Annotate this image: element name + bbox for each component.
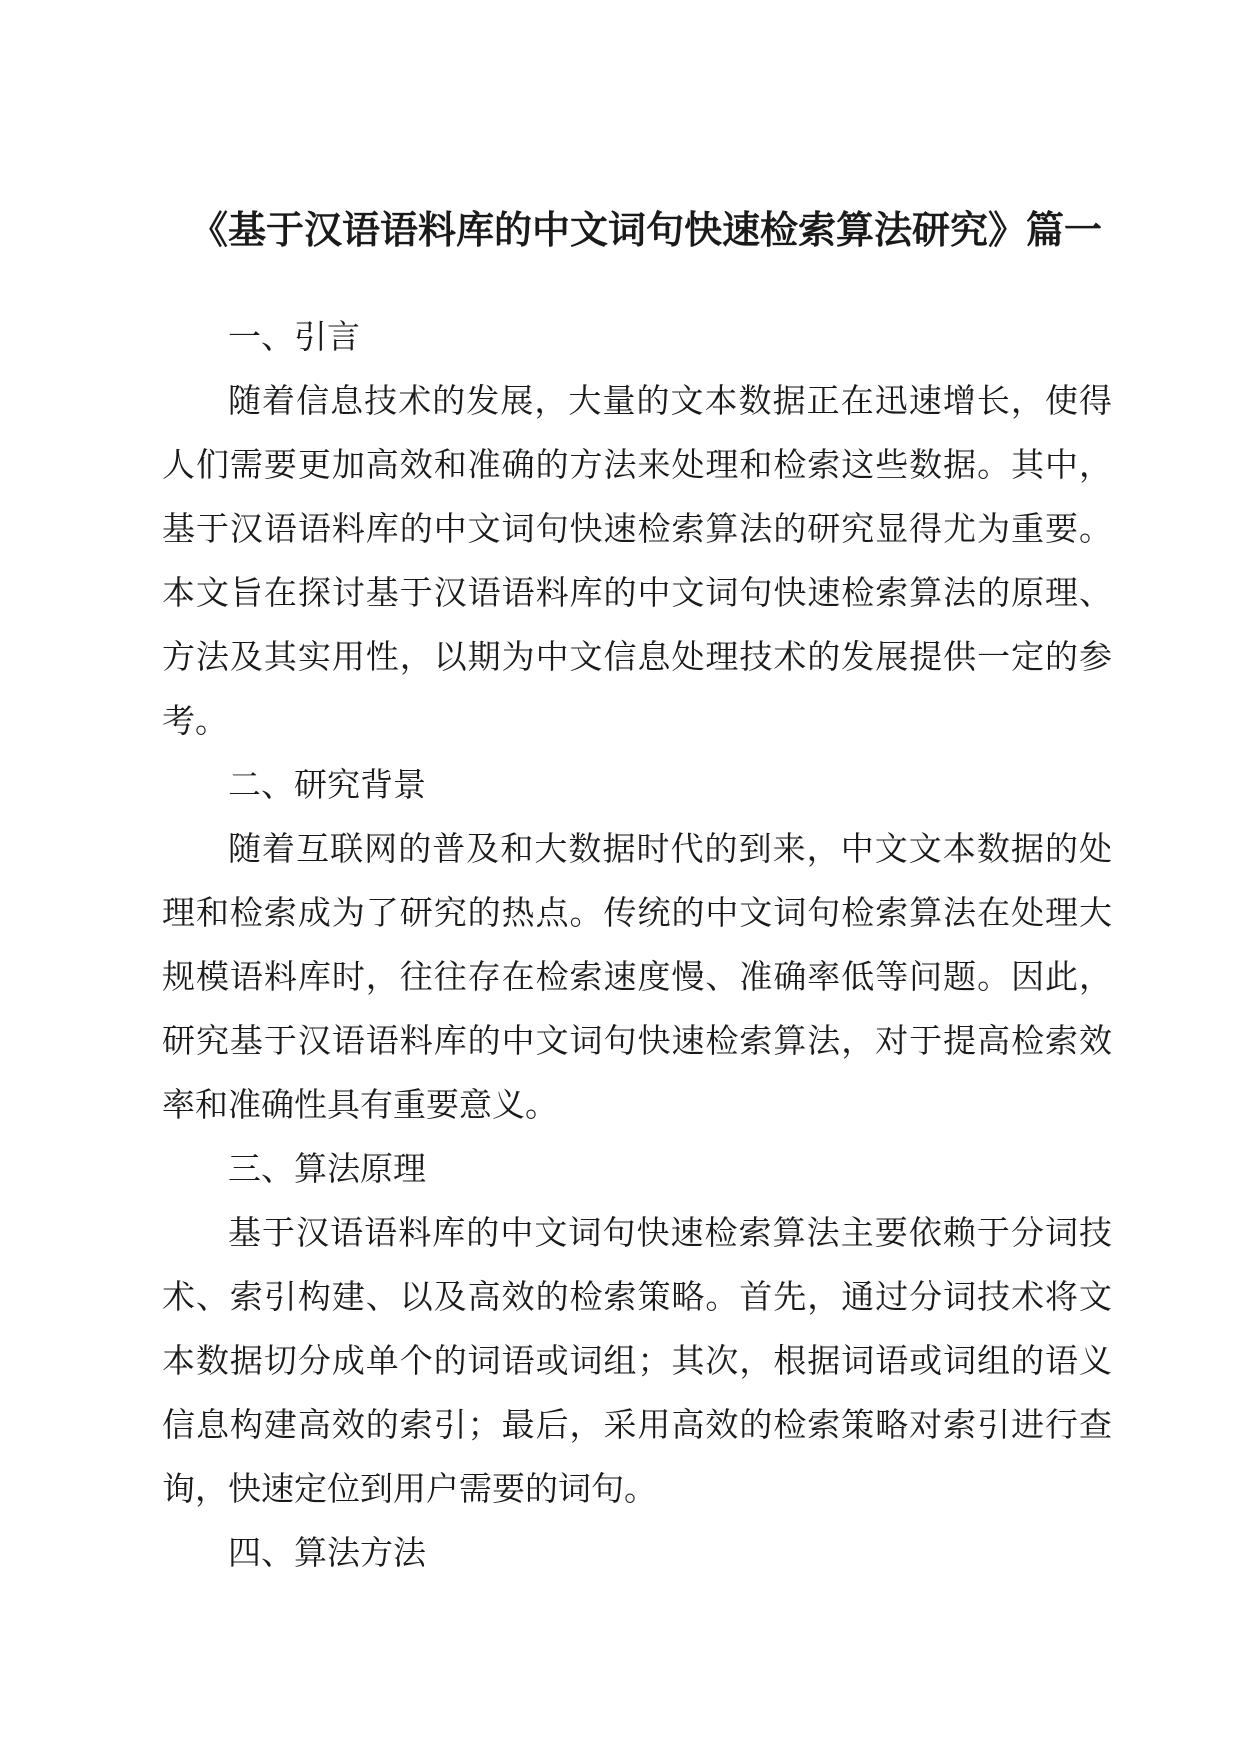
section-heading-principle: 三、算法原理	[228, 1149, 426, 1188]
document-body	[162, 305, 1112, 1585]
section-paragraph-background: 随着互联网的普及和大数据时代的到来，中文文本数据的处理和检索成为了研究的热点。传统的中文词句检索算法在处理大规模语料库时，往往存在检索速度慢、准确率低等问题。因此，研究基于汉语语料库的中文词句快速检索算法，对于提高检索效率和准确性具有重要意义。	[162, 829, 1112, 1124]
section-paragraph-introduction: 随着信息技术的发展，大量的文本数据正在迅速增长，使得人们需要更加高效和准确的方法来处理和检索这些数据。其中，基于汉语语料库的中文词句快速检索算法的研究显得尤为重要。本文旨在探讨基于汉语语料库的中文词句快速检索算法的原理、方法及其实用性，以期为中文信息处理技术的发展提供一定的参考。	[162, 381, 1112, 740]
document-title: 《基于汉语语料库的中文词句快速检索算法研究》篇一	[190, 207, 1103, 252]
section-paragraph-principle: 基于汉语语料库的中文词句快速检索算法主要依赖于分词技术、索引构建、以及高效的检索策略。首先，通过分词技术将文本数据切分成单个的词语或词组；其次，根据词语或词组的语义信息构建高效的索引；最后，采用高效的检索策略对索引进行查询，快速定位到用户需要的词句。	[162, 1213, 1112, 1508]
section-heading-introduction: 一、引言	[228, 317, 360, 356]
section-heading-method: 四、算法方法	[228, 1533, 426, 1572]
section-heading-background: 二、研究背景	[228, 765, 426, 804]
